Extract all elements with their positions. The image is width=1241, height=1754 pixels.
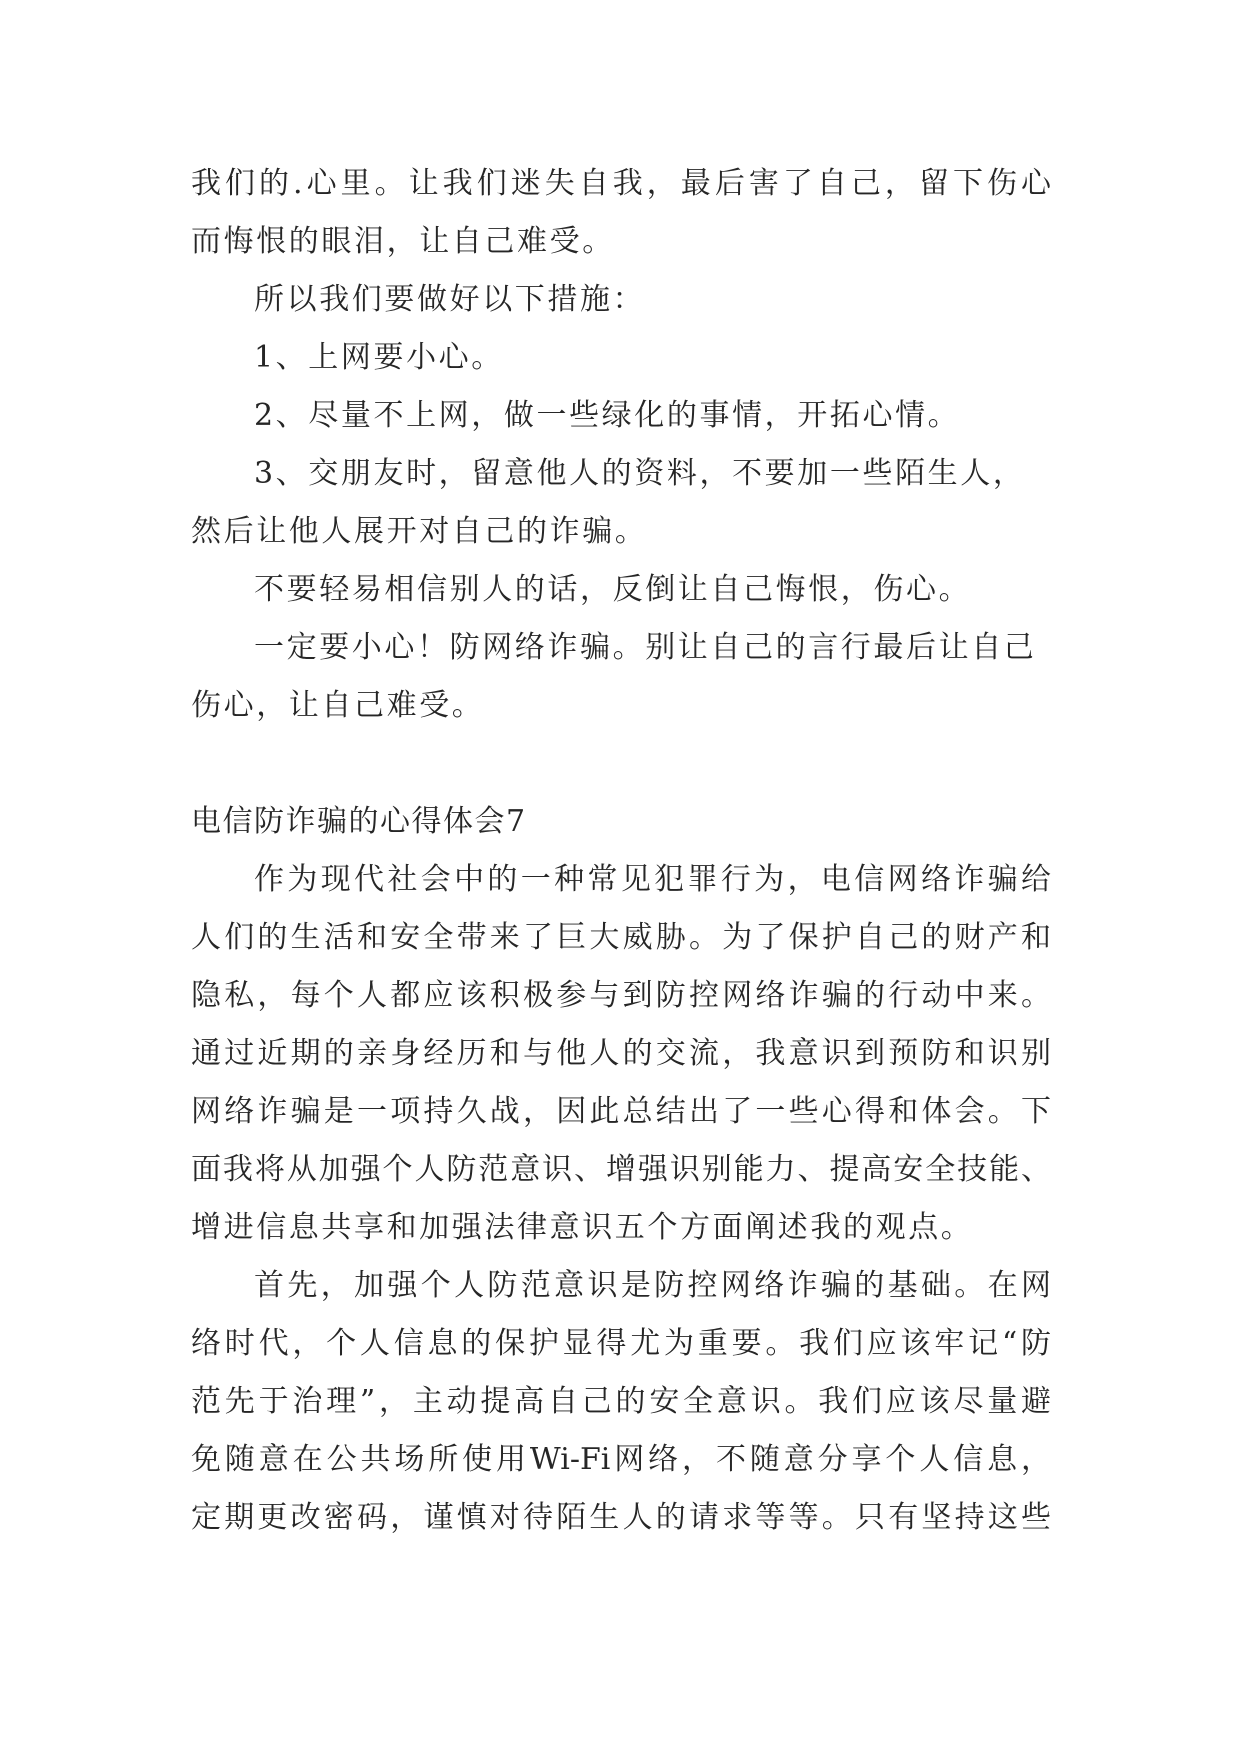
paragraph-line: 通过近期的亲身经历和与他人的交流，我意识到预防和识别 bbox=[191, 1036, 1051, 1071]
paragraph-line: 作为现代社会中的一种常见犯罪行为，电信网络诈骗给 bbox=[254, 862, 1051, 897]
paragraph-line: 首先，加强个人防范意识是防控网络诈骗的基础。在网 bbox=[254, 1268, 1051, 1303]
paragraph-line: 络时代，个人信息的保护显得尤为重要。我们应该牢记“防 bbox=[191, 1326, 1051, 1361]
section-heading: 电信防诈骗的心得体会7 bbox=[191, 804, 527, 839]
list-item: 3、交朋友时，留意他人的资料，不要加一些陌生人， bbox=[254, 456, 1026, 491]
paragraph-line: 一定要小心！防网络诈骗。别让自己的言行最后让自己 bbox=[254, 630, 1037, 665]
paragraph-line: 人们的生活和安全带来了巨大威胁。为了保护自己的财产和 bbox=[191, 920, 1051, 955]
paragraph-line: 隐私，每个人都应该积极参与到防控网络诈骗的行动中来。 bbox=[191, 978, 1051, 1013]
paragraph-line: 范先于治理”，主动提高自己的安全意识。我们应该尽量避 bbox=[191, 1384, 1051, 1419]
paragraph-line: 定期更改密码，谨慎对待陌生人的请求等等。只有坚持这些 bbox=[191, 1500, 1051, 1535]
list-item: 2、尽量不上网，做一些绿化的事情，开拓心情。 bbox=[254, 398, 961, 433]
paragraph-line: 而悔恨的眼泪，让自己难受。 bbox=[191, 224, 615, 259]
paragraph-line: 然后让他人展开对自己的诈骗。 bbox=[191, 514, 648, 549]
paragraph-line: 免随意在公共场所使用Wi-Fi网络，不随意分享个人信息， bbox=[191, 1442, 1051, 1477]
paragraph-line: 增进信息共享和加强法律意识五个方面阐述我的观点。 bbox=[191, 1210, 974, 1245]
paragraph-line: 伤心，让自己难受。 bbox=[191, 688, 485, 723]
paragraph-line: 我们的.心里。让我们迷失自我，最后害了自己，留下伤心 bbox=[191, 166, 1051, 201]
paragraph-line: 所以我们要做好以下措施： bbox=[254, 282, 646, 317]
list-item: 1、上网要小心。 bbox=[254, 340, 504, 375]
paragraph-line: 面我将从加强个人防范意识、增强识别能力、提高安全技能、 bbox=[191, 1152, 1051, 1187]
paragraph-line: 网络诈骗是一项持久战，因此总结出了一些心得和体会。下 bbox=[191, 1094, 1051, 1129]
paragraph-line: 不要轻易相信别人的话，反倒让自己悔恨，伤心。 bbox=[254, 572, 972, 607]
